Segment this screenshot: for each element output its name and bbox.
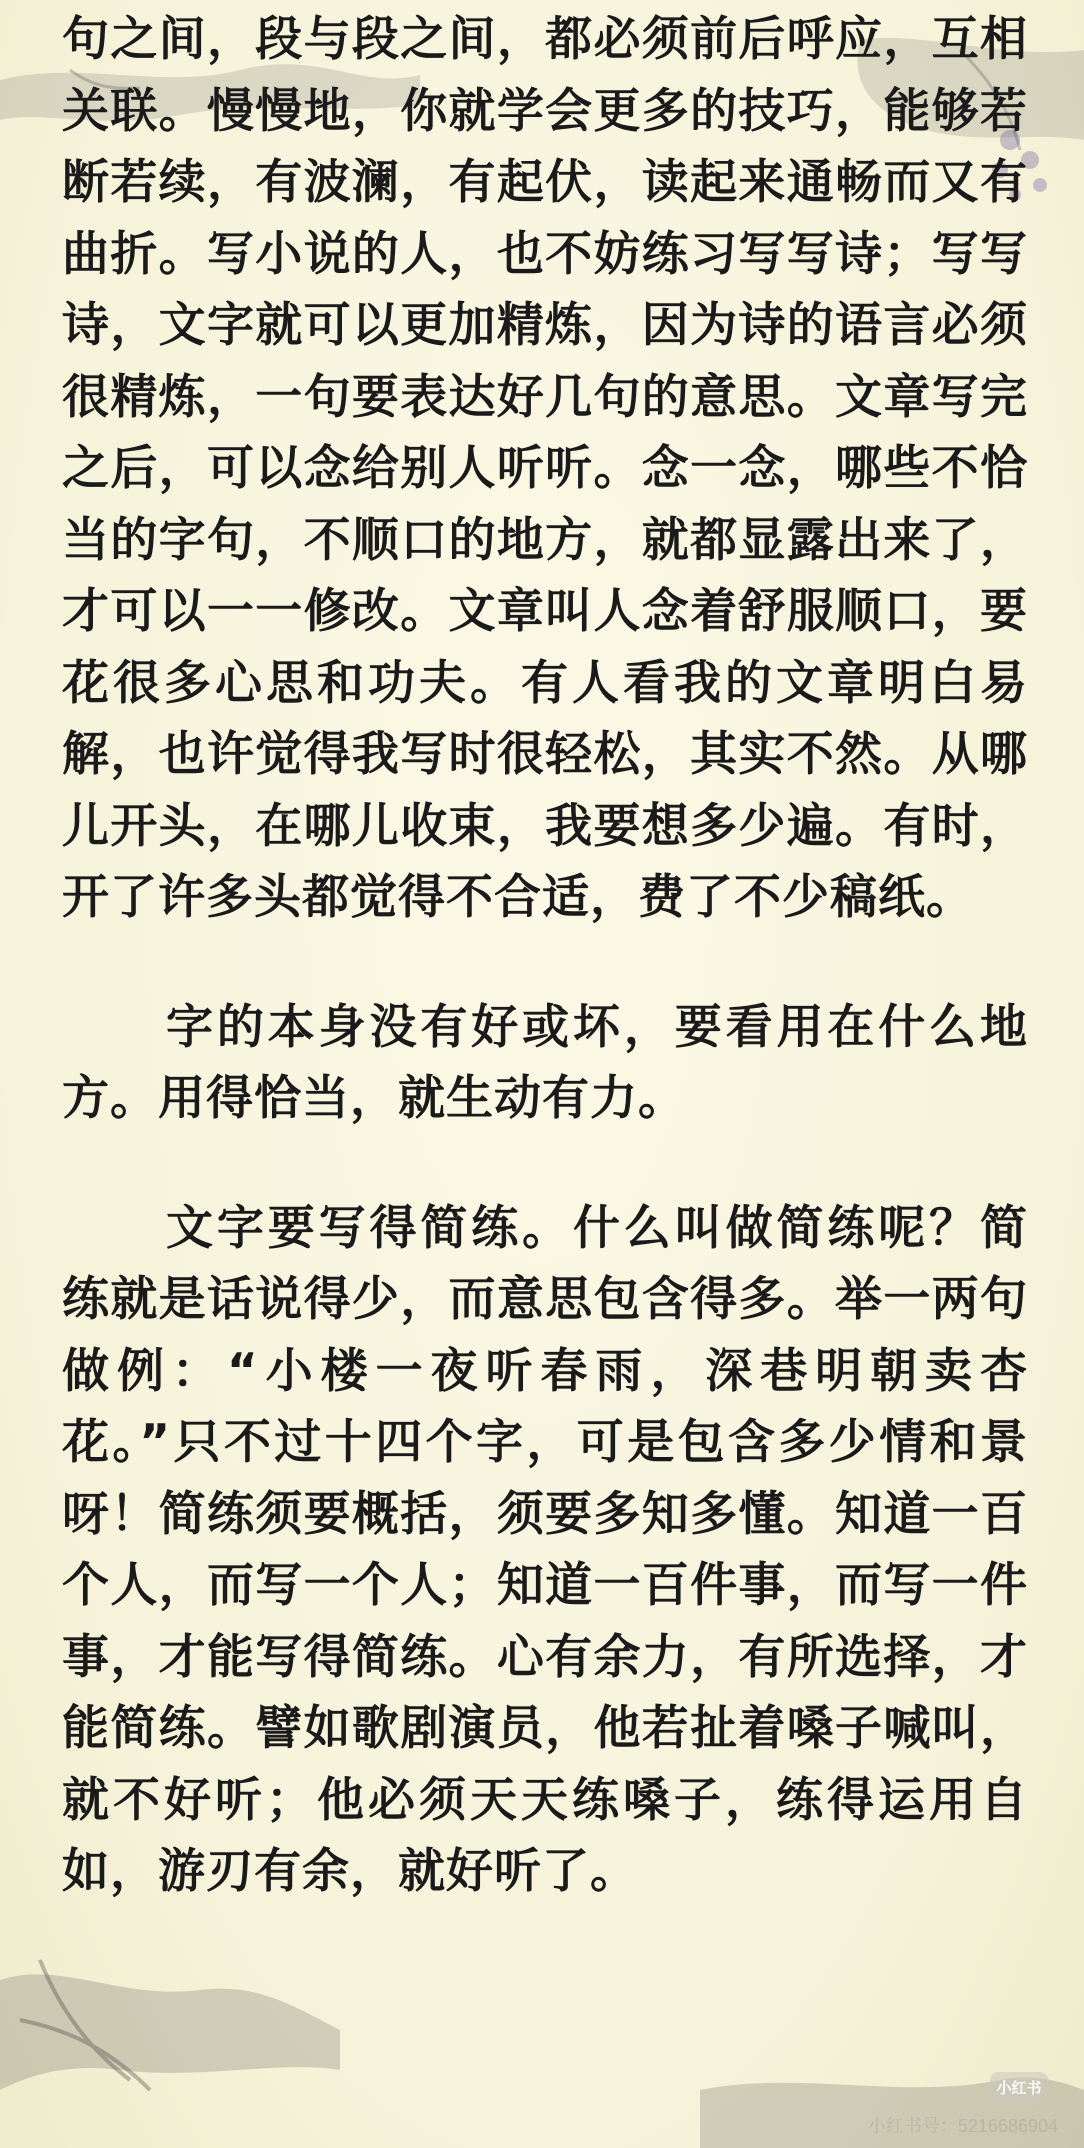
paragraph-word-usage: 字的本身没有好或坏，要看用在什么地方。用得恰当，就生动有力。 <box>62 999 1028 1126</box>
watermark-id-text: 小红书号：5216686904 <box>867 2116 1058 2136</box>
paragraph-concise-writing: 文字要写得简练。什么叫做简练呢？简练就是话说得少，而意思包含得多。举一两句做例：“小楼一夜听春雨，深巷明朝卖杏花。”只不过十四个字，可是包含多少情和景呀！简练须要概括，须要多知多懂。知道一百个人，而写一个人；知道一百件事，而写一件事，才能写得简练。心有余力，有所选择，才能简练。譬如歌剧演员，他若扯着嗓子喊叫，就不好听；他必须天天练嗓子，练得运用自如，游刃有余，就好听了。 <box>62 1200 1028 1899</box>
paragraph-gap <box>62 934 1028 992</box>
paragraph-writing-technique: 句之间，段与段之间，都必须前后呼应，互相关联。慢慢地，你就学会更多的技巧，能够若断若续，有波澜，有起伏，读起来通畅而又有曲折。写小说的人，也不妨练习写写诗；写写诗，文字就可以更加精炼，因为诗的语言必须很精炼，一句要表达好几句的意思。文章写完之后，可以念给别人听听。念一念，哪些不恰当的字句，不顺口的地方，就都显露出来了，才可以一一修改。文章叫人念着舒服顺口，要花很多心思和功夫。有人看我的文章明白易解，也许觉得我写时很轻松，其实不然。从哪儿开头，在哪儿收束，我要想多少遍。有时，开了许多头都觉得不合适，费了不少稿纸。 <box>62 12 1028 925</box>
xiaohongshu-logo-watermark: 小红书 <box>990 2072 1048 2102</box>
xiaohongshu-id-watermark <box>868 2112 1058 2138</box>
article-body <box>62 4 1028 1908</box>
paragraph-gap <box>62 1135 1028 1193</box>
